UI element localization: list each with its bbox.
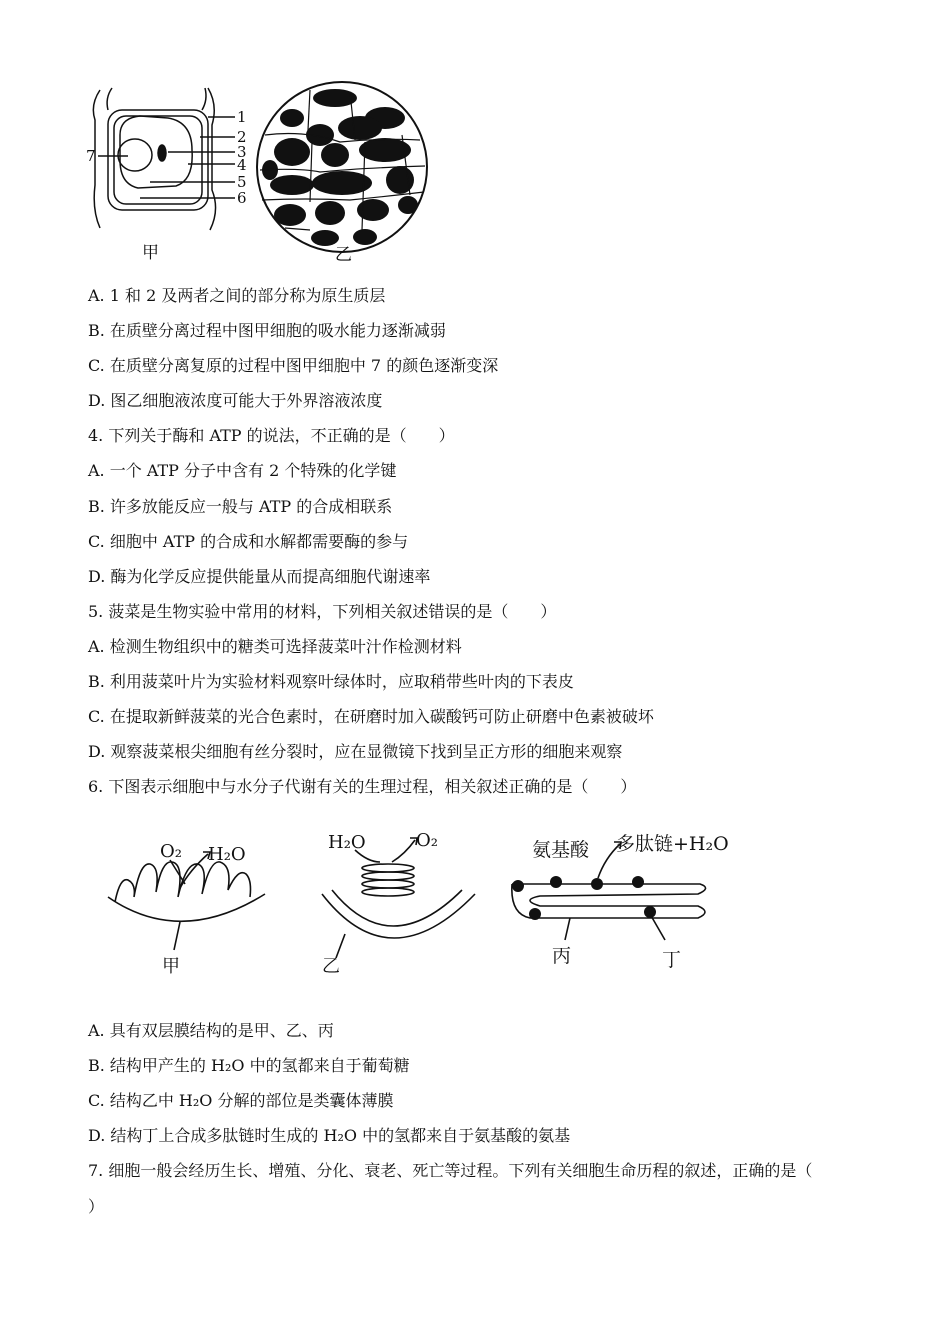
q3-option-d: D. 图乙细胞液浓度可能大于外界溶液浓度 — [88, 391, 383, 410]
micrograph-yi — [257, 82, 427, 252]
q3-option-c: C. 在质壁分离复原的过程中图甲细胞中 7 的颜色逐渐变深 — [88, 356, 499, 375]
q6-option-d: D. 结构丁上合成多肽链时生成的 H₂O 中的氢都来自于氨基酸的氨基 — [88, 1126, 571, 1145]
q4-option-b: B. 许多放能反应一般与 ATP 的合成相联系 — [88, 497, 393, 516]
peptide-label: 多肽链+H₂O — [616, 833, 729, 855]
q6-stem: 6. 下图表示细胞中与水分子代谢有关的生理过程，相关叙述正确的是（ ） — [88, 777, 637, 796]
q3-option-a: A. 1 和 2 及两者之间的部分称为原生质层 — [88, 286, 386, 305]
bing-label: 丙 — [552, 945, 572, 967]
label-4: 4 — [237, 156, 247, 174]
jia-label: 甲 — [162, 956, 180, 977]
q4-option-d: D. 酶为化学反应提供能量从而提高细胞代谢速率 — [88, 567, 431, 586]
chloroplast-yi — [322, 838, 475, 958]
label-3: 3 — [237, 143, 247, 161]
q4-option-c: C. 细胞中 ATP 的合成和水解都需要酶的参与 — [88, 532, 409, 551]
q6-option-a: A. 具有双层膜结构的是甲、乙、丙 — [88, 1021, 334, 1040]
q7-stem-end: ） — [88, 1197, 105, 1216]
q6-option-c: C. 结构乙中 H₂O 分解的部位是类囊体薄膜 — [88, 1091, 394, 1110]
label-6: 6 — [237, 189, 247, 207]
jia-o2: O₂ — [160, 841, 182, 862]
jia-h2o: H₂O — [208, 844, 246, 865]
label-7: 7 — [86, 147, 96, 165]
yi-label: 乙 — [322, 956, 340, 977]
q5-option-a: A. 检测生物组织中的糖类可选择菠菜叶汁作检测材料 — [88, 637, 462, 656]
figure-organelles — [100, 822, 760, 982]
label-5: 5 — [237, 173, 247, 191]
yi-o2: O₂ — [416, 830, 438, 851]
q4-stem: 4. 下列关于酶和 ATP 的说法，不正确的是（ ） — [88, 426, 455, 445]
ding-label: 丁 — [662, 949, 682, 971]
q5-option-b: B. 利用菠菜叶片为实验材料观察叶绿体时，应取稍带些叶肉的下表皮 — [88, 672, 574, 691]
figure-plant-cells — [80, 80, 440, 270]
q5-option-c: C. 在提取新鲜菠菜的光合色素时，在研磨时加入碳酸钙可防止研磨中色素被破坏 — [88, 707, 654, 726]
caption-jia: 甲 — [142, 243, 159, 263]
q4-option-a: A. 一个 ATP 分子中含有 2 个特殊的化学键 — [88, 461, 397, 480]
mitochondrion-jia — [108, 852, 265, 950]
caption-yi: 乙 — [335, 245, 352, 265]
label-1: 1 — [237, 108, 247, 126]
q5-option-d: D. 观察菠菜根尖细胞有丝分裂时，应在显微镜下找到呈正方形的细胞来观察 — [88, 742, 623, 761]
label-2: 2 — [237, 128, 247, 146]
q3-option-b: B. 在质壁分离过程中图甲细胞的吸水能力逐渐减弱 — [88, 321, 446, 340]
yi-h2o: H₂O — [328, 832, 366, 853]
q7-stem: 7. 细胞一般会经历生长、增殖、分化、衰老、死亡等过程。下列有关细胞生命历程的叙述，正确的是（ — [88, 1161, 813, 1180]
cell-jia-diagram — [93, 88, 235, 230]
q5-stem: 5. 菠菜是生物实验中常用的材料，下列相关叙述错误的是（ ） — [88, 602, 557, 621]
amino-acid-label: 氨基酸 — [532, 839, 590, 861]
q6-option-b: B. 结构甲产生的 H₂O 中的氢都来自于葡萄糖 — [88, 1056, 410, 1075]
